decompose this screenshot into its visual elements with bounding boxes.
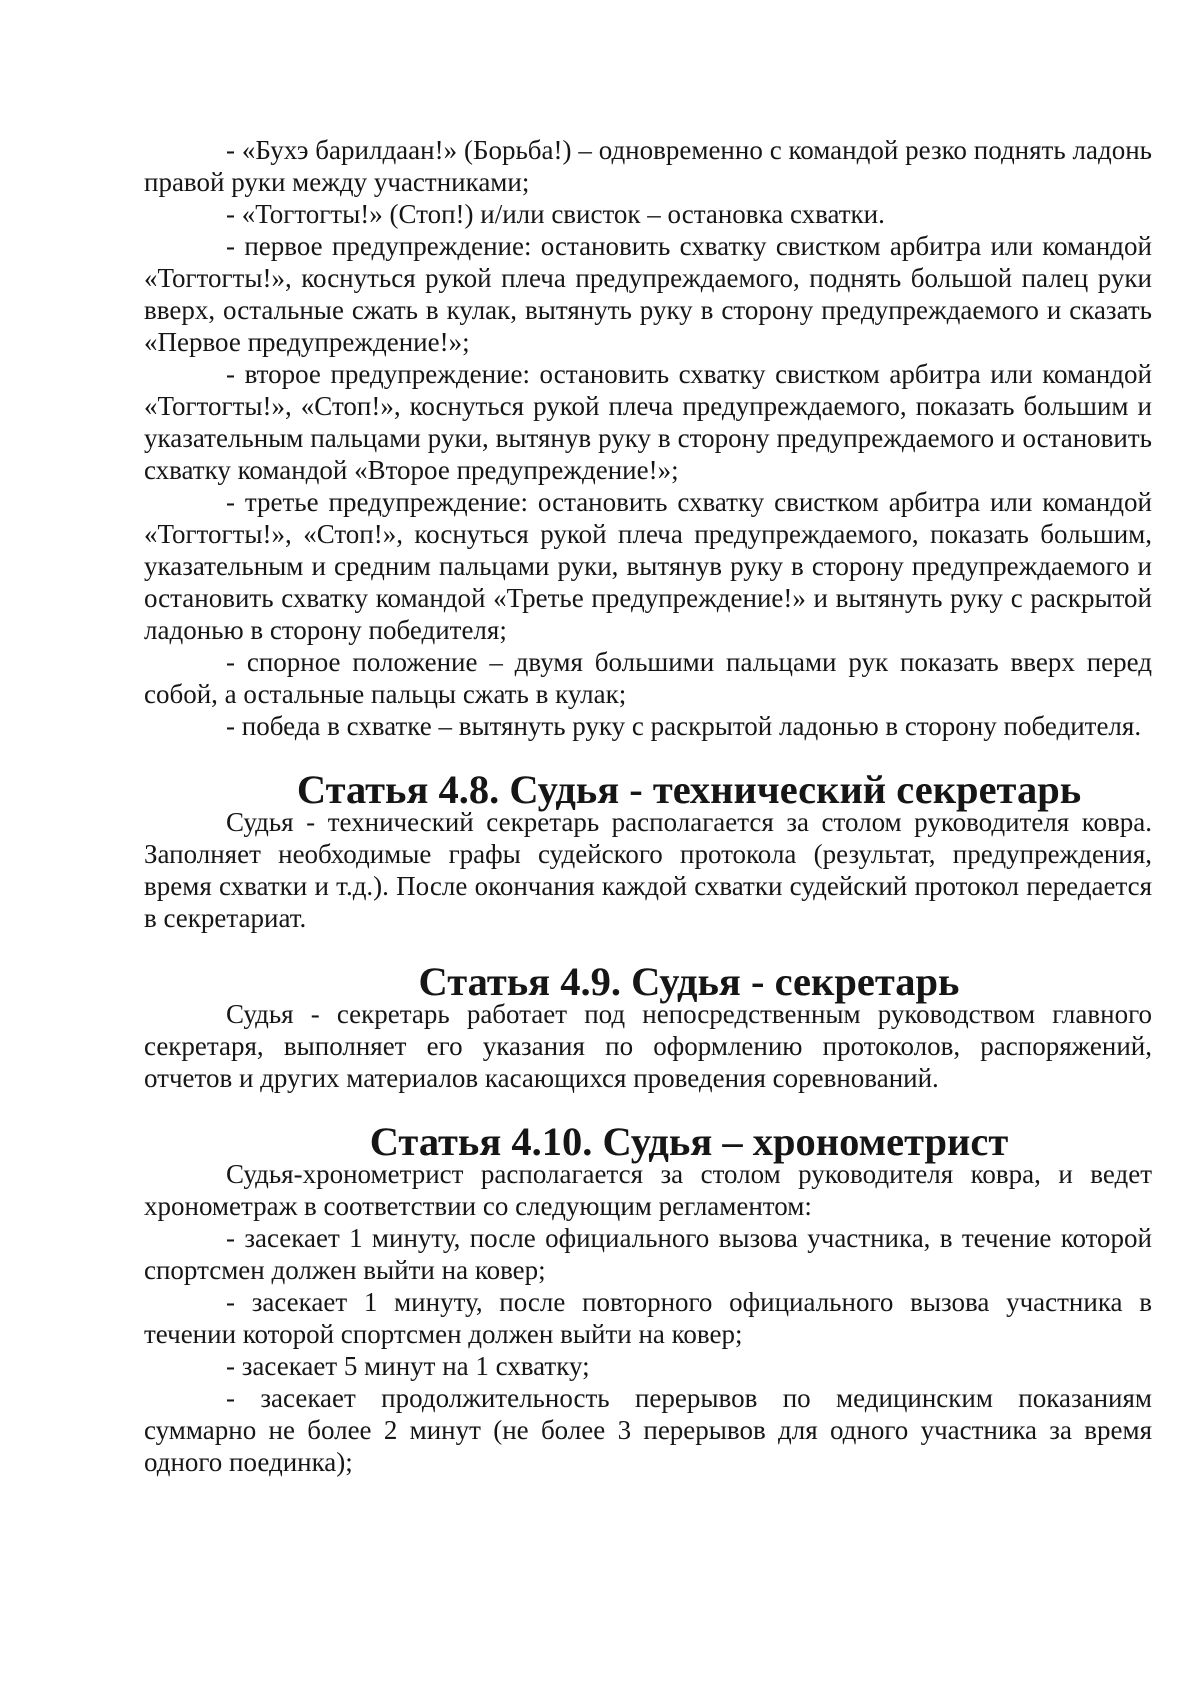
article-4-10-heading: Статья 4.10. Судья – хронометрист bbox=[369, 1119, 1009, 1164]
article-4-8-heading: Статья 4.8. Судья - технический секретарь bbox=[296, 767, 1082, 812]
timekeeper-item-bout-time: - засекает 5 минут на 1 схватку; bbox=[226, 1351, 590, 1381]
command-item-third-warning: - третье предупреждение: остановить схватку свистком арбитра или командой «Тогтогты!», «Стоп!», коснуться рукой плеча предупреждаемого, показать большим, указательным и средним пальцами руки, вытянув руку в сторону предупреждаемого и остановить схватку командой «Третье предупреждение!» и вытянуть руку с раскрытой ладонью в сторону победителя; bbox=[144, 487, 1152, 645]
command-item-disputed-position: - спорное положение – двумя большими пальцами рук показать вверх перед собой, а остальные пальцы сжать в кулак; bbox=[144, 647, 1152, 709]
command-item-second-warning: - второе предупреждение: остановить схватку свистком арбитра или командой «Тогтогты!», «Стоп!», коснуться рукой плеча предупреждаемого, показать большим и указательным пальцами руки, вытянув руку в сторону предупреждаемого и остановить схватку командой «Второе предупреждение!»; bbox=[144, 359, 1152, 485]
timekeeper-item-medical-breaks: - засекает продолжительность перерывов по медицинским показаниям суммарно не более 2 минут (не более 3 перерывов для одного участника за время одного поединка); bbox=[144, 1383, 1152, 1477]
command-item-first-warning: - первое предупреждение: остановить схватку свистком арбитра или командой «Тогтогты!», коснуться рукой плеча предупреждаемого, поднять большой палец руки вверх, остальные сжать в кулак, вытянуть руку в сторону предупреждаемого и сказать «Первое предупреждение!»; bbox=[144, 231, 1152, 357]
command-item-victory: - победа в схватке – вытянуть руку с раскрытой ладонью в сторону победителя. bbox=[226, 711, 1142, 741]
article-4-10-intro: Судья-хронометрист располагается за столом руководителя ковра, и ведет хронометраж в соответствии со следующим регламентом: bbox=[144, 1159, 1152, 1221]
article-4-9-heading: Статья 4.9. Судья - секретарь bbox=[418, 959, 960, 1004]
article-4-9-paragraph: Судья - секретарь работает под непосредственным руководством главного секретаря, выполняет его указания по оформлению протоколов, распоряжений, отчетов и других материалов касающихся проведения соревнований. bbox=[144, 999, 1152, 1093]
timekeeper-item-repeat-call: - засекает 1 минуту, после повторного официального вызова участника в течении которой спортсмен должен выйти на ковер; bbox=[144, 1287, 1152, 1349]
timekeeper-item-first-call: - засекает 1 минуту, после официального вызова участника, в течение которой спортсмен должен выйти на ковер; bbox=[144, 1223, 1152, 1285]
document-page bbox=[144, 134, 1152, 1478]
article-4-8-paragraph: Судья - технический секретарь располагается за столом руководителя ковра. Заполняет необходимые графы судейского протокола (результат, предупреждения, время схватки и т.д.). После окончания каждой схватки судейский протокол передается в секретариат. bbox=[144, 807, 1152, 933]
command-item-borba: - «Бухэ барилдаан!» (Борьба!) – одновременно с командой резко поднять ладонь правой руки между участниками; bbox=[144, 135, 1152, 197]
command-item-stop: - «Тогтогты!» (Стоп!) и/или свисток – остановка схватки. bbox=[226, 199, 885, 229]
